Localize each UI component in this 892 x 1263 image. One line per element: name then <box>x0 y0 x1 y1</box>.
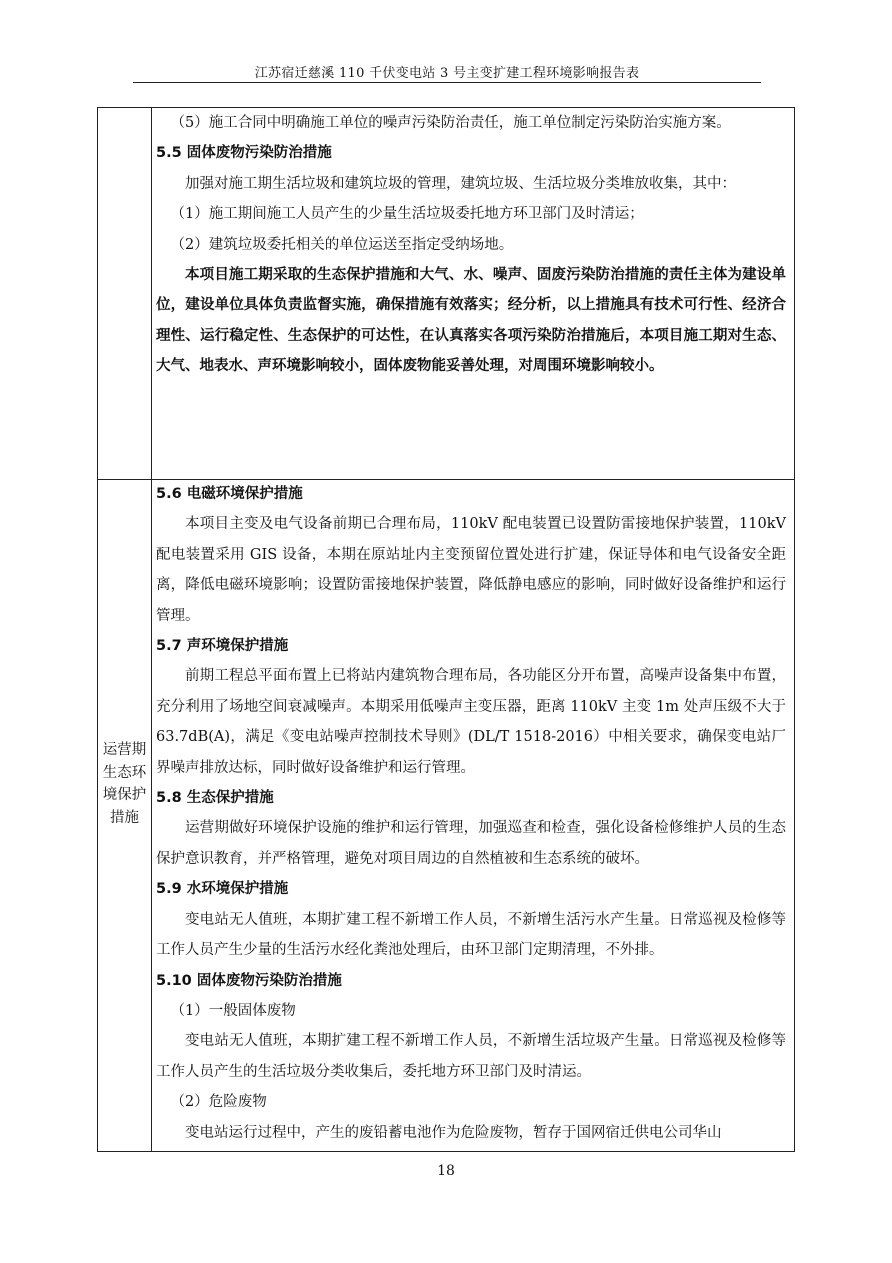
paragraph-5-7: 前期工程总平面布置上已将站内建筑物合理布局，各功能区分开布置，高噪声设备集中布置，充分利用了场地空间衰减噪声。本期采用低噪声主变压器，距离 110kV 主变 1m 处声压级不大于 63.7dB(A)，满足《变电站噪声控制技术导则》(DL/T 1518-2016）中相关要求，确保变电站厂界噪声排放达标，同时做好设备维护和运行管理。 <box>156 668 786 776</box>
paragraph-5-10-item-2: 变电站运行过程中，产生的废铅蓄电池作为危险废物，暂存于国网宿迁供电公司华山 <box>185 1124 722 1141</box>
heading-5-9: 5.9 水环境保护措施 <box>156 881 289 898</box>
label-line-2: 生态环 <box>102 764 147 781</box>
construction-conclusion: 本项目施工期采取的生态保护措施和大气、水、噪声、固废污染防治措施的责任主体为建设单位，建设单位具体负责监督实施，确保措施有效落实；经分析，以上措施具有技术可行性、经济合理性、运行稳定性、生态保护的可达性，在认真落实各项污染防治措施后，本项目施工期对生态、大气、地表水、声环境影响较小，固体废物能妥善处理，对周围环境影响较小。 <box>156 266 786 375</box>
construction-measures-cell <box>156 108 786 382</box>
paragraph-5-10-item-1: 变电站无人值班，本期扩建工程不新增工作人员，不新增生活垃圾产生量。日常巡视及检修等工作人员产生的生活垃圾分类收集后，委托地方环卫部门及时清运。 <box>156 1033 786 1080</box>
label-line-3: 境保护 <box>102 787 147 803</box>
label-line-1: 运营期 <box>102 742 147 758</box>
header-rule <box>133 82 761 83</box>
paragraph-5-5-item-1: （1）施工期间施工人员产生的少量生活垃圾委托地方环卫部门及时清运； <box>170 206 644 223</box>
heading-5-5: 5.5 固体废物污染防治措施 <box>156 145 332 162</box>
paragraph-5-9: 变电站无人值班，本期扩建工程不新增工作人员，不新增生活污水产生量。日常巡视及检修等工作人员产生少量的生活污水经化粪池处理后，由环卫部门定期清理，不外排。 <box>156 911 786 959</box>
paragraph-5-8: 运营期做好环境保护设施的维护和运行管理，加强巡查和检查，强化设备检修维护人员的生态保护意识教育，并严格管理，避免对项目周边的自然植被和生态系统的破坏。 <box>156 820 786 867</box>
paragraph-5-5: 加强对施工期生活垃圾和建筑垃圾的管理，建筑垃圾、生活垃圾分类堆放收集，其中： <box>185 175 736 192</box>
measures-table <box>97 107 795 1152</box>
page-number: 18 <box>437 1163 455 1179</box>
heading-5-7: 5.7 声环境保护措施 <box>156 638 289 655</box>
heading-5-10: 5.10 固体废物污染防治措施 <box>156 972 342 989</box>
noise-item-5: （5）施工合同中明确施工单位的噪声污染防治责任，施工单位制定污染防治实施方案。 <box>170 115 731 131</box>
paragraph-5-6: 本项目主变及电气设备前期已合理布局，110kV 配电装置已设置防雷接地保护装置，110kV 配电装置采用 GIS 设备，本期在原站址内主变预留位置处进行扩建，保证导体和电气设备安全距离，降低电磁环境影响；设置防雷接地保护装置，降低静电感应的影响，同时做好设备维护和运行管理。 <box>156 516 786 624</box>
paragraph-5-10-item-2-title: （2）危险废物 <box>170 1094 267 1111</box>
column-divider <box>151 108 152 1151</box>
paragraph-5-10-item-1-title: （1）一般固体废物 <box>170 1002 296 1019</box>
document-header-title: 江苏宿迁慈溪 110 千伏变电站 3 号主变扩建工程环境影响报告表 <box>254 66 640 81</box>
operation-period-label <box>98 739 151 829</box>
heading-5-6: 5.6 电磁环境保护措施 <box>156 486 303 502</box>
paragraph-5-5-item-2: （2）建筑垃圾委托相关的单位运送至指定受纳场地。 <box>170 236 514 253</box>
operation-measures-cell <box>156 479 786 1148</box>
heading-5-8: 5.8 生态保护措施 <box>156 790 274 807</box>
label-line-4: 措施 <box>110 809 139 826</box>
